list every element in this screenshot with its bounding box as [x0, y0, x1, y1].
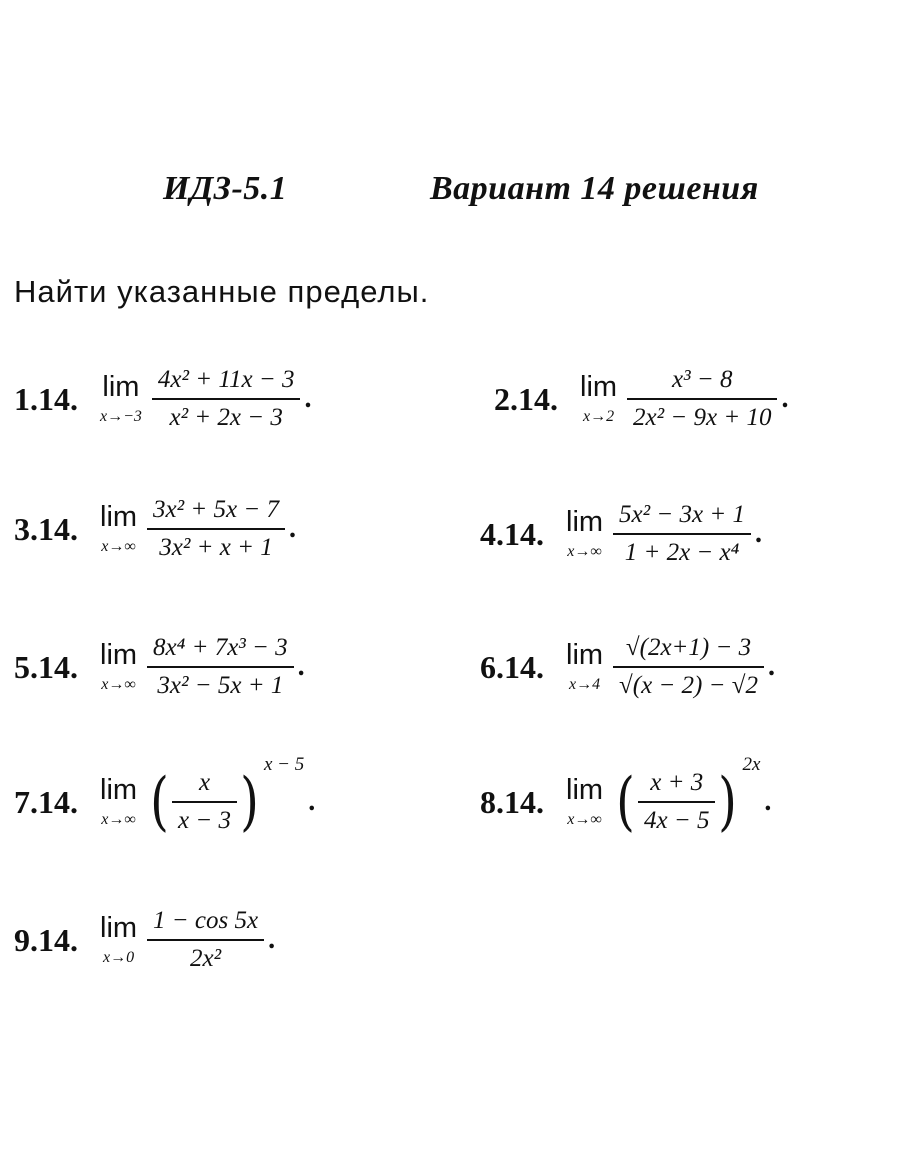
end-period: .	[268, 924, 276, 955]
lim-word: lim	[566, 505, 604, 538]
denominator: 4x − 5	[644, 807, 710, 834]
left-parenthesis: (	[616, 765, 635, 839]
fraction	[627, 365, 777, 433]
instruction-text: Найти указанные пределы.	[14, 274, 430, 309]
limit-subscript: x→∞	[101, 537, 136, 555]
numerator: x + 3	[650, 769, 704, 796]
fraction-bar	[613, 666, 764, 668]
end-period: .	[288, 513, 296, 544]
numerator: 1 − cos 5x	[153, 907, 259, 934]
limit-operator	[566, 773, 604, 829]
lim-word: lim	[102, 370, 140, 403]
lim-word: lim	[100, 500, 138, 533]
fraction-bar	[627, 398, 777, 400]
denominator: 2x² − 9x + 10	[633, 404, 772, 431]
problem-number: 4.14.	[480, 515, 544, 552]
limit-subscript: x→0	[102, 948, 135, 966]
limit-operator	[566, 638, 604, 694]
problem-number: 8.14.	[480, 783, 544, 820]
fraction	[147, 906, 264, 974]
denominator: x − 3	[178, 807, 231, 834]
numerator: √(2x+1) − 3	[625, 634, 752, 661]
limit-operator	[100, 911, 138, 967]
limit-subscript: x→4	[568, 675, 601, 693]
exponent: x − 5	[263, 754, 305, 775]
limit-subscript: x→∞	[101, 675, 136, 693]
lim-word: lim	[580, 370, 618, 403]
problem-3	[14, 495, 296, 563]
limit-operator	[580, 370, 618, 426]
problem-number: 1.14.	[14, 380, 78, 417]
lim-word: lim	[100, 911, 138, 944]
fraction-bar	[147, 666, 294, 668]
fraction	[613, 633, 764, 701]
fraction-bar	[638, 801, 715, 803]
numerator: 5x² − 3x + 1	[619, 501, 745, 528]
denominator: x² + 2x − 3	[169, 404, 283, 431]
fraction	[638, 768, 715, 836]
end-period: .	[304, 383, 312, 414]
problem-6	[480, 633, 775, 701]
right-parenthesis: )	[240, 765, 259, 839]
end-period: .	[308, 786, 316, 817]
problem-5	[14, 633, 305, 701]
fraction	[172, 768, 237, 836]
document-title: ИДЗ-5.1	[163, 170, 288, 207]
denominator: 3x² − 5x + 1	[157, 672, 284, 699]
limit-subscript: x→∞	[101, 810, 136, 828]
variant-title: Вариант 14 решения	[430, 170, 759, 207]
end-period: .	[767, 651, 775, 682]
left-parenthesis: (	[150, 765, 169, 839]
problem-7	[14, 754, 316, 839]
problem-number: 6.14.	[480, 648, 544, 685]
denominator: 1 + 2x − x⁴	[624, 539, 740, 566]
denominator: 3x² + x + 1	[159, 534, 273, 561]
right-parenthesis: )	[718, 765, 738, 839]
problem-9	[14, 906, 275, 974]
problem-number: 3.14.	[14, 510, 78, 547]
fraction-bar	[172, 801, 237, 803]
lim-word: lim	[566, 773, 604, 806]
end-period: .	[754, 518, 762, 549]
fraction	[152, 365, 301, 433]
problem-8	[480, 754, 772, 839]
exponent: 2x	[742, 754, 761, 775]
numerator: x	[198, 769, 211, 796]
limit-subscript: x→∞	[567, 542, 602, 560]
problem-number: 9.14.	[14, 921, 78, 958]
limit-operator	[100, 370, 142, 426]
fraction	[613, 500, 751, 568]
numerator: x³ − 8	[672, 366, 733, 393]
limit-subscript: x→−3	[100, 407, 142, 425]
denominator: 2x²	[190, 945, 222, 972]
problem-number: 7.14.	[14, 783, 78, 820]
end-period: .	[297, 651, 305, 682]
limit-subscript: x→2	[582, 407, 615, 425]
lim-word: lim	[566, 638, 604, 671]
problem-1	[14, 365, 311, 433]
limit-operator	[100, 773, 138, 829]
limit-subscript: x→∞	[567, 810, 602, 828]
end-period: .	[781, 383, 789, 414]
fraction-bar	[147, 528, 285, 530]
limit-operator	[100, 500, 138, 556]
fraction-bar	[613, 533, 751, 535]
limit-operator	[100, 638, 138, 694]
lim-word: lim	[100, 773, 138, 806]
numerator: 4x² + 11x − 3	[157, 366, 295, 393]
problem-4	[480, 500, 762, 568]
problem-2	[494, 365, 788, 433]
problem-number: 5.14.	[14, 648, 78, 685]
end-period: .	[764, 786, 772, 817]
fraction	[147, 495, 285, 563]
limit-operator	[566, 505, 604, 561]
problem-number: 2.14.	[494, 380, 558, 417]
numerator: 8x⁴ + 7x³ − 3	[153, 634, 288, 661]
numerator: 3x² + 5x − 7	[153, 496, 279, 523]
fraction-bar	[152, 398, 301, 400]
lim-word: lim	[100, 638, 138, 671]
fraction-bar	[147, 939, 264, 941]
fraction	[147, 633, 294, 701]
denominator: √(x − 2) − √2	[619, 672, 758, 699]
